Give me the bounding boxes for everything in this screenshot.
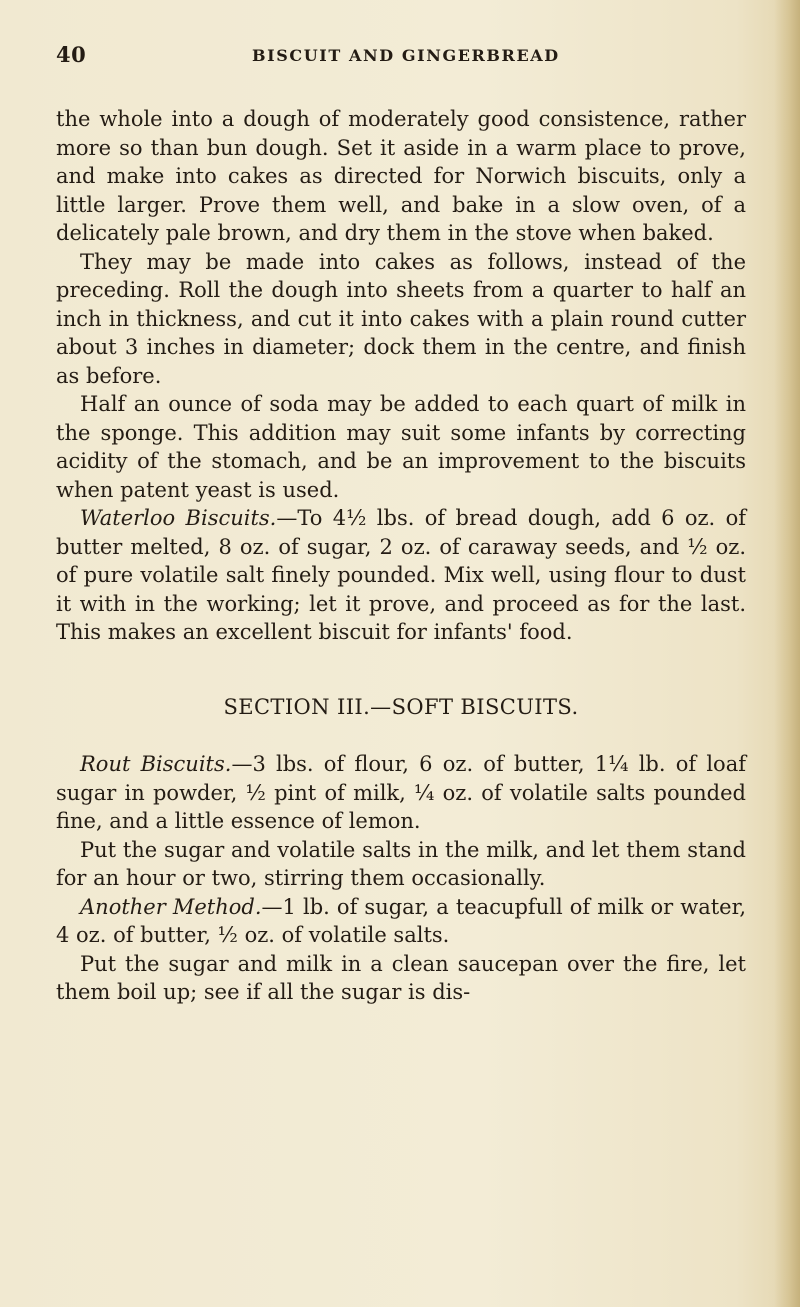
recipe-text-waterloo: —To 4½ lbs. of bread dough, add 6 oz. of butter melted, 8 oz. of sugar, 2 oz. of caraway seeds, and ½ oz. of pure volatile salt finely pounded. Mix well, using flour to dust it with in the working; let it prove, and proceed as for the last. This makes an excellent biscuit for infants' food. <box>56 506 746 644</box>
body-text <box>56 105 746 1007</box>
paragraph-soda-note: Half an ounce of soda may be added to each quart of milk in the sponge. This addition may suit some infants by correcting acidity of the stomach, and be an improvement to the biscuits when patent yeast is used. <box>56 392 746 502</box>
page-header <box>56 42 746 72</box>
recipe-title-waterloo: Waterloo Biscuits. <box>80 506 277 530</box>
paragraph-another-method <box>56 893 746 950</box>
paragraph-saucepan: Put the sugar and milk in a clean saucepan over the fire, let them boil up; see if all the sugar is dis- <box>56 951 746 1004</box>
paragraph-waterloo-biscuits <box>56 504 746 647</box>
page-edge-shadow <box>774 0 800 1307</box>
recipe-text-rout: —3 lbs. of flour, 6 oz. of butter, 1¼ lb. of loaf sugar in powder, ½ pint of milk, ¼ oz. of volatile salts pounded fine, and a little essence of lemon. <box>56 752 746 833</box>
paragraph-rout-method: Put the sugar and volatile salts in the milk, and let them stand for an hour or two, stirring them occasionally. <box>56 837 746 890</box>
paragraph-rout-biscuits <box>56 750 746 836</box>
recipe-title-another-method: Another Method. <box>80 894 262 919</box>
running-title: BISCUIT AND GINGERBREAD <box>252 46 560 65</box>
paragraph-cakes-alternative: They may be made into cakes as follows, instead of the preceding. Roll the dough into sheets from a quarter to half an inch in thickness, and cut it into cakes with a plain round cutter about 3 inches in diameter; dock them in the centre, and finish as before. <box>56 249 746 388</box>
recipe-title-rout: Rout Biscuits. <box>80 752 232 776</box>
recipe-text-another-method: —1 lb. of sugar, a teacupfull of milk or water, 4 oz. of butter, ½ oz. of volatile salts. <box>56 894 746 947</box>
page-number: 40 <box>56 42 87 67</box>
section-heading: SECTION III.—SOFT BISCUITS. <box>223 694 579 719</box>
paragraph-continuation: the whole into a dough of moderately good consistence, rather more so than bun dough. Set it aside in a warm place to prove, and make into cakes as directed for Norwich biscuits, only a little larger. Prove them well, and bake in a slow oven, of a delicately pale brown, and dry them in the stove when baked. <box>56 107 746 245</box>
